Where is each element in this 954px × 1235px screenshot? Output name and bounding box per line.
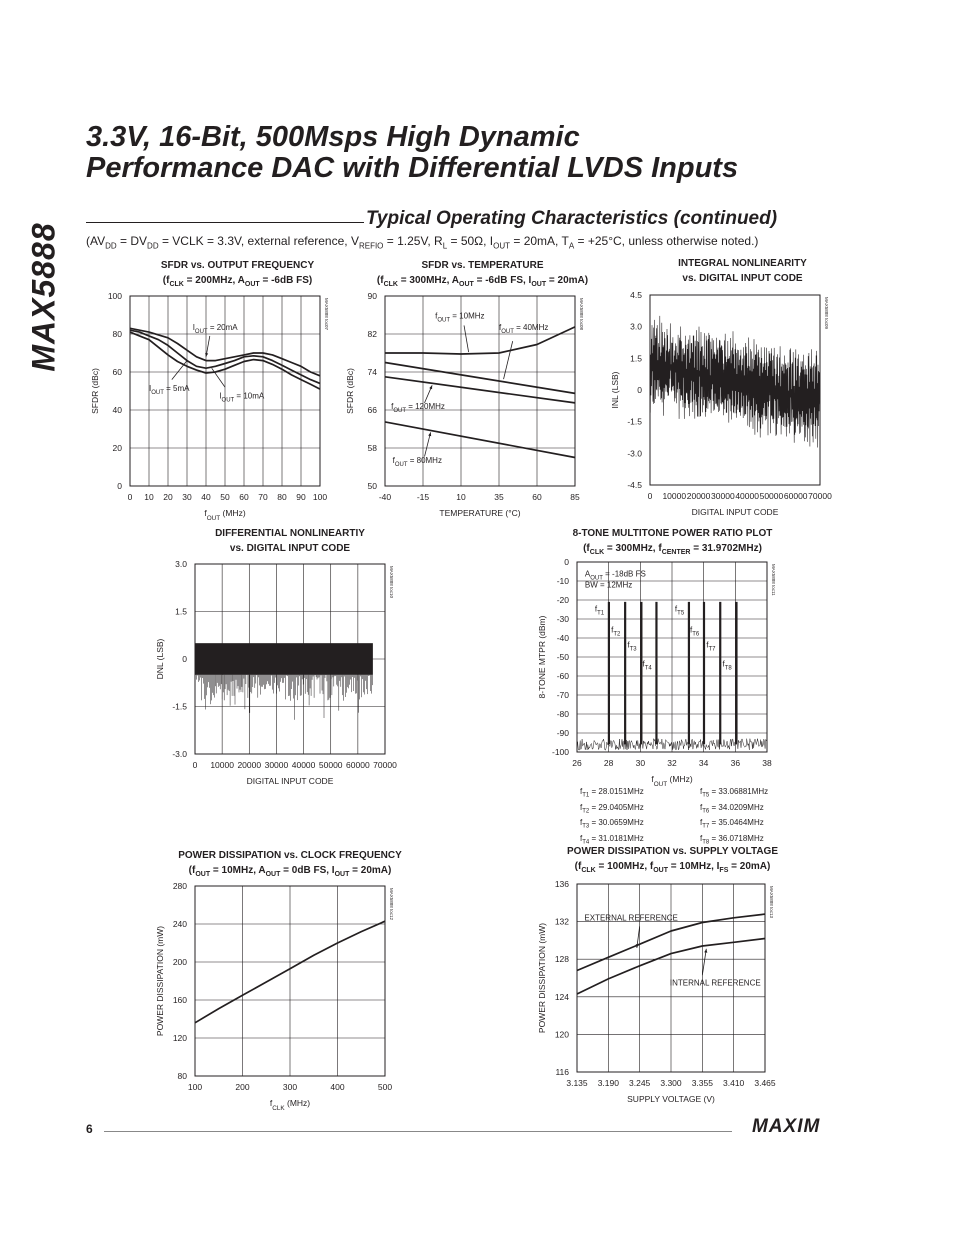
- tone-label-2: $f_{T2}$: [611, 625, 621, 638]
- y-tick-label: -80: [556, 709, 569, 719]
- x-tick-label: 10000: [210, 760, 234, 770]
- series-line-80mhz: [385, 422, 575, 458]
- x-tick-label: 60000: [783, 491, 808, 501]
- annotation-fout-120mhz: $f_{OUT} = 120MHz$: [391, 402, 445, 415]
- figure-tag: MAX5888 toc13: [769, 886, 774, 919]
- x-tick-label: 400: [330, 1082, 345, 1092]
- x-tick-label: 0: [192, 760, 198, 770]
- x-tick-label: 40000: [291, 760, 316, 770]
- figure-tag: MAX5888 toc12: [389, 888, 394, 921]
- chart-title-pd-clk: POWER DISSIPATION vs. CLOCK FREQUENCY ($f_{OUT} = 10MHz$, $A_{OUT} = 0dB$ FS, $I_{OUT} = 20mA$): [178, 850, 402, 878]
- tone-legend-item: $f_{T6} = 34.0209MHz$: [700, 802, 764, 815]
- y-tick-label: -3.0: [627, 448, 642, 459]
- x-tick-label: 60: [239, 492, 249, 502]
- y-tick-label: -40: [556, 633, 569, 643]
- annotation-leader: [172, 361, 187, 380]
- y-tick-label: 136: [554, 879, 569, 889]
- y-tick-label: 200: [172, 957, 187, 967]
- annotation-iout-5ma: $I_{OUT} = 5mA$: [149, 384, 190, 396]
- y-axis-label: DNL (LSB): [155, 638, 165, 680]
- y-tick-label: 50: [367, 481, 377, 491]
- maxim-logo: MAXIM: [752, 1116, 821, 1137]
- y-tick-label: -90: [556, 728, 569, 738]
- chart-inl: [595, 285, 860, 525]
- x-tick-label: 35: [494, 492, 504, 502]
- chart-dnl: [140, 556, 410, 796]
- y-tick-label: 280: [172, 881, 187, 891]
- x-tick-label: -40: [378, 492, 392, 502]
- x-tick-label: 36: [730, 758, 741, 768]
- x-tick-label: 10: [144, 492, 154, 502]
- y-tick-label: 82: [367, 329, 377, 339]
- chart-pd-vs-supply: [525, 876, 790, 1111]
- y-tick-label: 58: [367, 443, 377, 453]
- x-tick-label: 0: [127, 492, 133, 502]
- figure-tag: MAX5888 toc08: [579, 298, 584, 331]
- annotation-leader: [464, 325, 469, 352]
- y-axis-label: POWER DISSIPATION (mW): [155, 925, 165, 1037]
- x-tick-label: 85: [570, 492, 580, 502]
- annotation-arrow-head: [205, 353, 208, 357]
- x-tick-label: 70000: [373, 760, 397, 770]
- x-tick-label: 100: [312, 492, 328, 502]
- x-tick-label: 32: [667, 758, 677, 768]
- x-tick-label: 10: [456, 492, 466, 502]
- annotation-fout-10mhz: $f_{OUT} = 10MHz$: [435, 311, 485, 324]
- x-axis-label: $f_{CLK}$ (MHz): [269, 1098, 311, 1112]
- x-tick-label: 300: [282, 1082, 298, 1092]
- x-tick-label: 200: [235, 1082, 250, 1092]
- y-tick-label: 0: [117, 481, 122, 491]
- y-axis-label: POWER DISSIPATION (mW): [537, 922, 547, 1034]
- y-tick-label: 90: [367, 291, 377, 301]
- chart-title-sfdr-freq: SFDR vs. OUTPUT FREQUENCY ($f_{CLK} = 200MHz$, $A_{OUT} = -6dB$ FS): [160, 260, 315, 288]
- x-tick-label: 0: [647, 491, 653, 501]
- page-title: [86, 122, 886, 184]
- x-tick-label: 20: [163, 492, 173, 502]
- chart-title-inl: INTEGRAL NONLINEARITY vs. DIGITAL INPUT CODE: [678, 258, 807, 284]
- figure-tag: MAX5888 toc07: [324, 298, 329, 331]
- x-tick-label: 70: [258, 492, 268, 502]
- x-tick-label: 3.245: [629, 1078, 651, 1088]
- tone-label-6: $f_{T6}$: [689, 625, 700, 638]
- x-tick-label: -15: [416, 492, 430, 502]
- y-tick-label: 3.0: [175, 559, 187, 569]
- tone-legend-item: $f_{T4} = 31.0181MHz$: [580, 833, 644, 846]
- x-axis-label: $f_{OUT}$ (MHz): [204, 508, 246, 522]
- annotation-fout-40mhz: $f_{OUT} = 40MHz$: [499, 323, 549, 336]
- x-tick-label: 38: [762, 758, 772, 768]
- x-tick-label: 20000: [237, 760, 262, 770]
- y-tick-label: 4.5: [630, 290, 642, 300]
- tone-label-1: $f_{T1}$: [594, 604, 605, 617]
- x-tick-label: 500: [377, 1082, 393, 1092]
- footer-rule: [104, 1131, 732, 1132]
- y-tick-label: 0: [564, 557, 569, 567]
- annotation-aout: $A_{OUT} = -18dB$ FS: [584, 569, 646, 582]
- y-tick-label: 0: [182, 654, 187, 664]
- y-tick-label: 120: [172, 1033, 187, 1043]
- y-tick-label: -50: [556, 652, 569, 662]
- dnl-band: [195, 643, 373, 675]
- section-heading: Typical Operating Characteristics (continued): [366, 208, 778, 229]
- x-axis-label: DIGITAL INPUT CODE: [246, 776, 334, 786]
- y-tick-label: -100: [551, 747, 569, 757]
- page-number: 6: [86, 1122, 93, 1136]
- y-tick-label: 0: [637, 385, 642, 395]
- y-tick-label: 124: [554, 991, 569, 1002]
- annotation-arrow: [425, 432, 431, 456]
- y-tick-label: 1.5: [175, 606, 187, 617]
- y-tick-label: 128: [554, 954, 569, 965]
- y-tick-label: -30: [556, 614, 569, 624]
- x-tick-label: 34: [698, 758, 709, 768]
- test-conditions: ($AV_{DD} = DV_{DD}$ = VCLK = 3.3V, external reference, $V_{REFIO} = 1.25V$, $R_L = 50\Omega$, $I_{OUT} = 20mA$, $T_A = +25^\circ C$, unless otherwise noted.): [86, 234, 759, 251]
- figure-tag: MAX5888 toc11: [771, 564, 776, 596]
- y-axis-label: SFDR (dBc): [345, 368, 355, 414]
- tone-label-3: $f_{T3}$: [627, 640, 637, 653]
- x-axis-label: TEMPERATURE (°C): [439, 508, 521, 518]
- x-tick-label: 100: [187, 1082, 203, 1092]
- chart-sfdr-vs-temperature: [335, 288, 595, 528]
- y-tick-label: -4.5: [627, 480, 642, 490]
- y-tick-label: 160: [172, 995, 187, 1005]
- x-axis-label: DIGITAL INPUT CODE: [691, 507, 779, 517]
- tone-label-7: $f_{T7}$: [706, 640, 716, 653]
- x-tick-label: 20000: [686, 491, 711, 501]
- annotation-arrow: [702, 949, 706, 975]
- x-tick-label: 3.135: [566, 1078, 588, 1088]
- x-tick-label: 30000: [711, 491, 735, 501]
- annotation-bw: BW = 12MHz: [584, 580, 633, 590]
- x-tick-label: 70000: [808, 491, 832, 501]
- x-tick-label: 50000: [318, 760, 343, 770]
- series-line-120mhz: [385, 377, 575, 403]
- chart-mtpr: [525, 554, 790, 794]
- x-tick-label: 30: [182, 492, 192, 502]
- tone-legend-item: $f_{T3} = 30.0659MHz$: [580, 818, 644, 830]
- inl-trace: [650, 316, 820, 448]
- tone-legend-item: $f_{T2} = 29.0405MHz$: [580, 802, 644, 815]
- tone-legend-item: $f_{T1} = 28.0151MHz$: [580, 787, 644, 799]
- y-tick-label: 80: [112, 329, 122, 339]
- chart-title-pd-supply: POWER DISSIPATION vs. SUPPLY VOLTAGE ($f_{CLK} = 100MHz$, $f_{OUT} = 10MHz$, $I_{FS} = 20mA$): [567, 846, 778, 874]
- chart-pd-vs-clock: [145, 878, 400, 1113]
- tone-legend-item: $f_{T7} = 35.0464MHz$: [700, 818, 764, 830]
- y-axis-label: SFDR (dBc): [90, 368, 100, 414]
- x-axis-label: $f_{OUT}$ (MHz): [651, 774, 693, 788]
- x-axis-label: SUPPLY VOLTAGE (V): [627, 1094, 715, 1104]
- annotation-iout-20ma: $I_{OUT} = 20mA$: [192, 323, 238, 336]
- side-part-number-text: MAX5888: [25, 222, 62, 372]
- y-axis-label: INL (LSB): [610, 371, 620, 409]
- tone-label-4: $f_{T4}$: [642, 659, 652, 672]
- y-tick-label: 66: [367, 405, 377, 415]
- x-tick-label: 3.465: [754, 1078, 776, 1088]
- y-tick-label: 100: [107, 291, 122, 301]
- tone-legend-left: [580, 786, 644, 848]
- chart-title-dnl: DIFFERENTIAL NONLINEARTIY vs. DIGITAL INPUT CODE: [215, 528, 365, 554]
- title-line-2: Performance DAC with Differential LVDS Inputs: [86, 152, 739, 184]
- y-tick-label: 74: [367, 367, 377, 377]
- tone-legend-item: $f_{T5} = 33.06881MHz$: [700, 787, 769, 799]
- x-tick-label: 3.355: [691, 1078, 713, 1088]
- x-tick-label: 3.410: [723, 1078, 745, 1088]
- chart-title-mtpr: 8-TONE MULTITONE POWER RATIO PLOT ($f_{CLK} = 300MHz$, $f_{CENTER} = 31.9702MHz$): [572, 528, 773, 556]
- x-tick-label: 90: [296, 492, 306, 502]
- x-tick-label: 3.190: [597, 1078, 619, 1088]
- x-tick-label: 50: [220, 492, 230, 502]
- x-tick-label: 28: [603, 758, 614, 768]
- x-tick-label: 60: [532, 492, 542, 502]
- figure-tag: MAX5888 toc09: [824, 297, 829, 330]
- annotation-iout-10ma: $I_{OUT} = 10mA$: [219, 391, 265, 404]
- y-tick-label: 116: [555, 1067, 569, 1077]
- y-tick-label: 40: [112, 405, 122, 415]
- y-tick-label: -1.5: [627, 416, 642, 427]
- y-tick-label: 240: [172, 919, 187, 929]
- x-tick-label: 50000: [759, 491, 784, 501]
- annotation-external-reference: EXTERNAL REFERENCE: [584, 913, 678, 923]
- y-tick-label: 1.5: [630, 353, 642, 364]
- x-tick-label: 60000: [346, 760, 370, 770]
- x-tick-label: 10000: [662, 491, 687, 501]
- annotation-leader: [504, 341, 513, 379]
- chart-title-sfdr-temp: SFDR vs. TEMPERATURE ($f_{CLK} = 300MHz$, $A_{OUT} = -6dB$ FS, $I_{OUT} = 20mA$): [376, 260, 589, 288]
- y-tick-label: -3.0: [172, 749, 187, 759]
- annotation-arrow-head: [704, 949, 707, 953]
- x-tick-label: 26: [572, 758, 582, 768]
- annotation-fout-80mhz: $f_{OUT} = 80MHz$: [392, 456, 442, 469]
- tone-label-5: $f_{T5}$: [674, 604, 685, 617]
- y-tick-label: 20: [112, 443, 122, 453]
- title-line-1: 3.3V, 16-Bit, 500Msps High Dynamic: [86, 121, 580, 153]
- x-tick-label: 30: [635, 758, 646, 768]
- tone-legend-item: $f_{T8} = 36.0718MHz$: [700, 833, 764, 846]
- y-tick-label: -60: [556, 671, 569, 681]
- y-tick-label: 132: [554, 916, 569, 927]
- chart-sfdr-vs-frequency: [80, 288, 340, 528]
- tone-legend-right: [700, 786, 768, 848]
- y-tick-label: 3.0: [630, 321, 642, 332]
- y-axis-label: 8-TONE MTPR (dBm): [537, 615, 547, 699]
- series-line-40mhz: [385, 363, 575, 394]
- annotation-internal-reference: INTERNAL REFERENCE: [669, 978, 761, 988]
- figure-tag: MAX5888 toc10: [389, 566, 394, 599]
- side-part-number: [14, 212, 74, 382]
- section-rule: [86, 222, 364, 223]
- y-tick-label: 80: [177, 1071, 187, 1081]
- y-tick-label: -20: [556, 595, 569, 605]
- x-tick-label: 40000: [735, 491, 759, 501]
- y-tick-label: 60: [112, 367, 122, 377]
- y-tick-label: -1.5: [172, 701, 187, 712]
- y-tick-label: 120: [554, 1029, 569, 1040]
- x-tick-label: 3.300: [660, 1078, 682, 1088]
- x-tick-label: 30000: [264, 760, 289, 770]
- x-tick-label: 40: [201, 492, 211, 502]
- y-tick-label: -70: [556, 690, 569, 700]
- y-tick-label: -10: [556, 576, 569, 586]
- tone-label-8: $f_{T8}$: [722, 659, 732, 672]
- x-tick-label: 80: [277, 492, 287, 502]
